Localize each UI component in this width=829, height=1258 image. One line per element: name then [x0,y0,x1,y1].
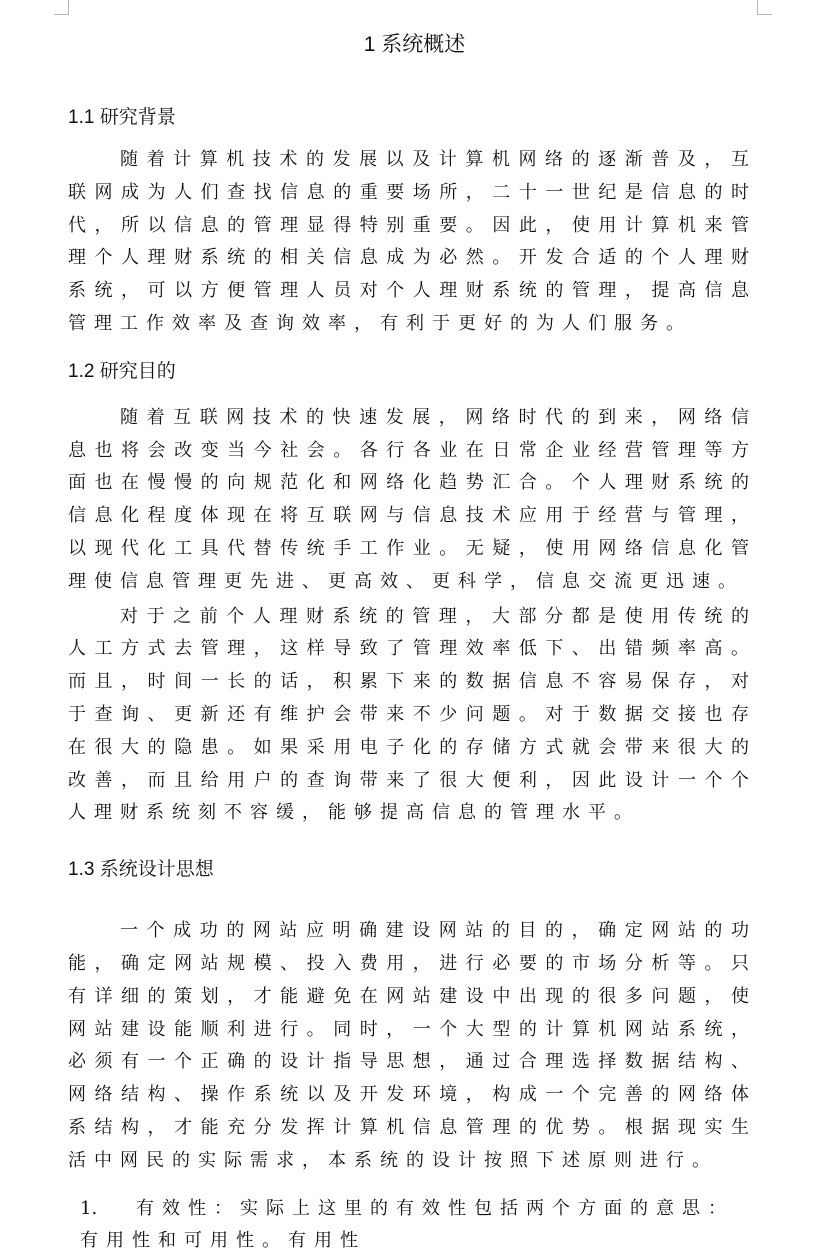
page-corner-mark-left [54,0,69,15]
paragraph: 对于之前个人理财系统的管理，大部分都是使用传统的人工方式去管理，这样导致了管理效率低下、出错频率高。而且，时间一长的话，积累下来的数据信息不容易保存，对于查询、更新还有维护会带来不少问题。对于数据交接也存在很大的隐患。如果采用电子化的存储方式就会带来很大的改善，而且给用户的查询带来了很大便利，因此设计一个个人理财系统刻不容缓，能够提高信息的管理水平。 [68,605,757,824]
paragraph: 随着互联网技术的快速发展，网络时代的到来，网络信息也将会改变当今社会。各行各业在日常企业经营管理等方面也在慢慢的向规范化和网络化趋势汇合。个人理财系统的信息化程度体现在将互联网与信息技术应用于经营与管理，以现代化工具代替传统手工作业。无疑，使用网络信息化管理使信息管理更先进、更高效、更科学，信息交流更迅速。 [68,406,757,592]
paragraph: 一个成功的网站应明确建设网站的目的，确定网站的功能，确定网站规模、投入费用，进行必要的市场分析等。只有详细的策划，才能避免在网站建设中出现的很多问题，使网站建设能顺利进行。同时，一个大型的计算机网站系统，必须有一个正确的设计指导思想，通过合理选择数据结构、网络结构、操作系统以及开发环境，构成一个完善的网络体系结构，才能充分发挥计算机信息管理的优势。根据现实生活中网民的实际需求，本系统的设计按照下述原则进行。 [68,920,757,1171]
section-heading-1-1: 1.1 研究背景 [68,107,176,128]
list-text: 有效性：实际上这里的有效性包括两个方面的意思：有用性和可用性。有用性 [80,1197,734,1252]
section-heading-1-2: 1.2 研究目的 [68,360,176,382]
list-item [80,1193,757,1258]
page-corner-mark-right [757,0,772,15]
chapter-title: 1 系统概述 [363,33,466,56]
paragraph: 随着计算机技术的发展以及计算机网络的逐渐普及，互联网成为人们查找信息的重要场所，二十一世纪是信息的时代，所以信息的管理显得特别重要。因此，使用计算机来管理个人理财系统的相关信息成为必然。开发合适的个人理财系统，可以方便管理人员对个人理财系统的管理，提高信息管理工作效率及查询效率，有利于更好的为人们服务。 [68,149,757,334]
list-number: 1. [80,1197,98,1219]
section-heading-1-3: 1.3 系统设计思想 [68,859,214,881]
